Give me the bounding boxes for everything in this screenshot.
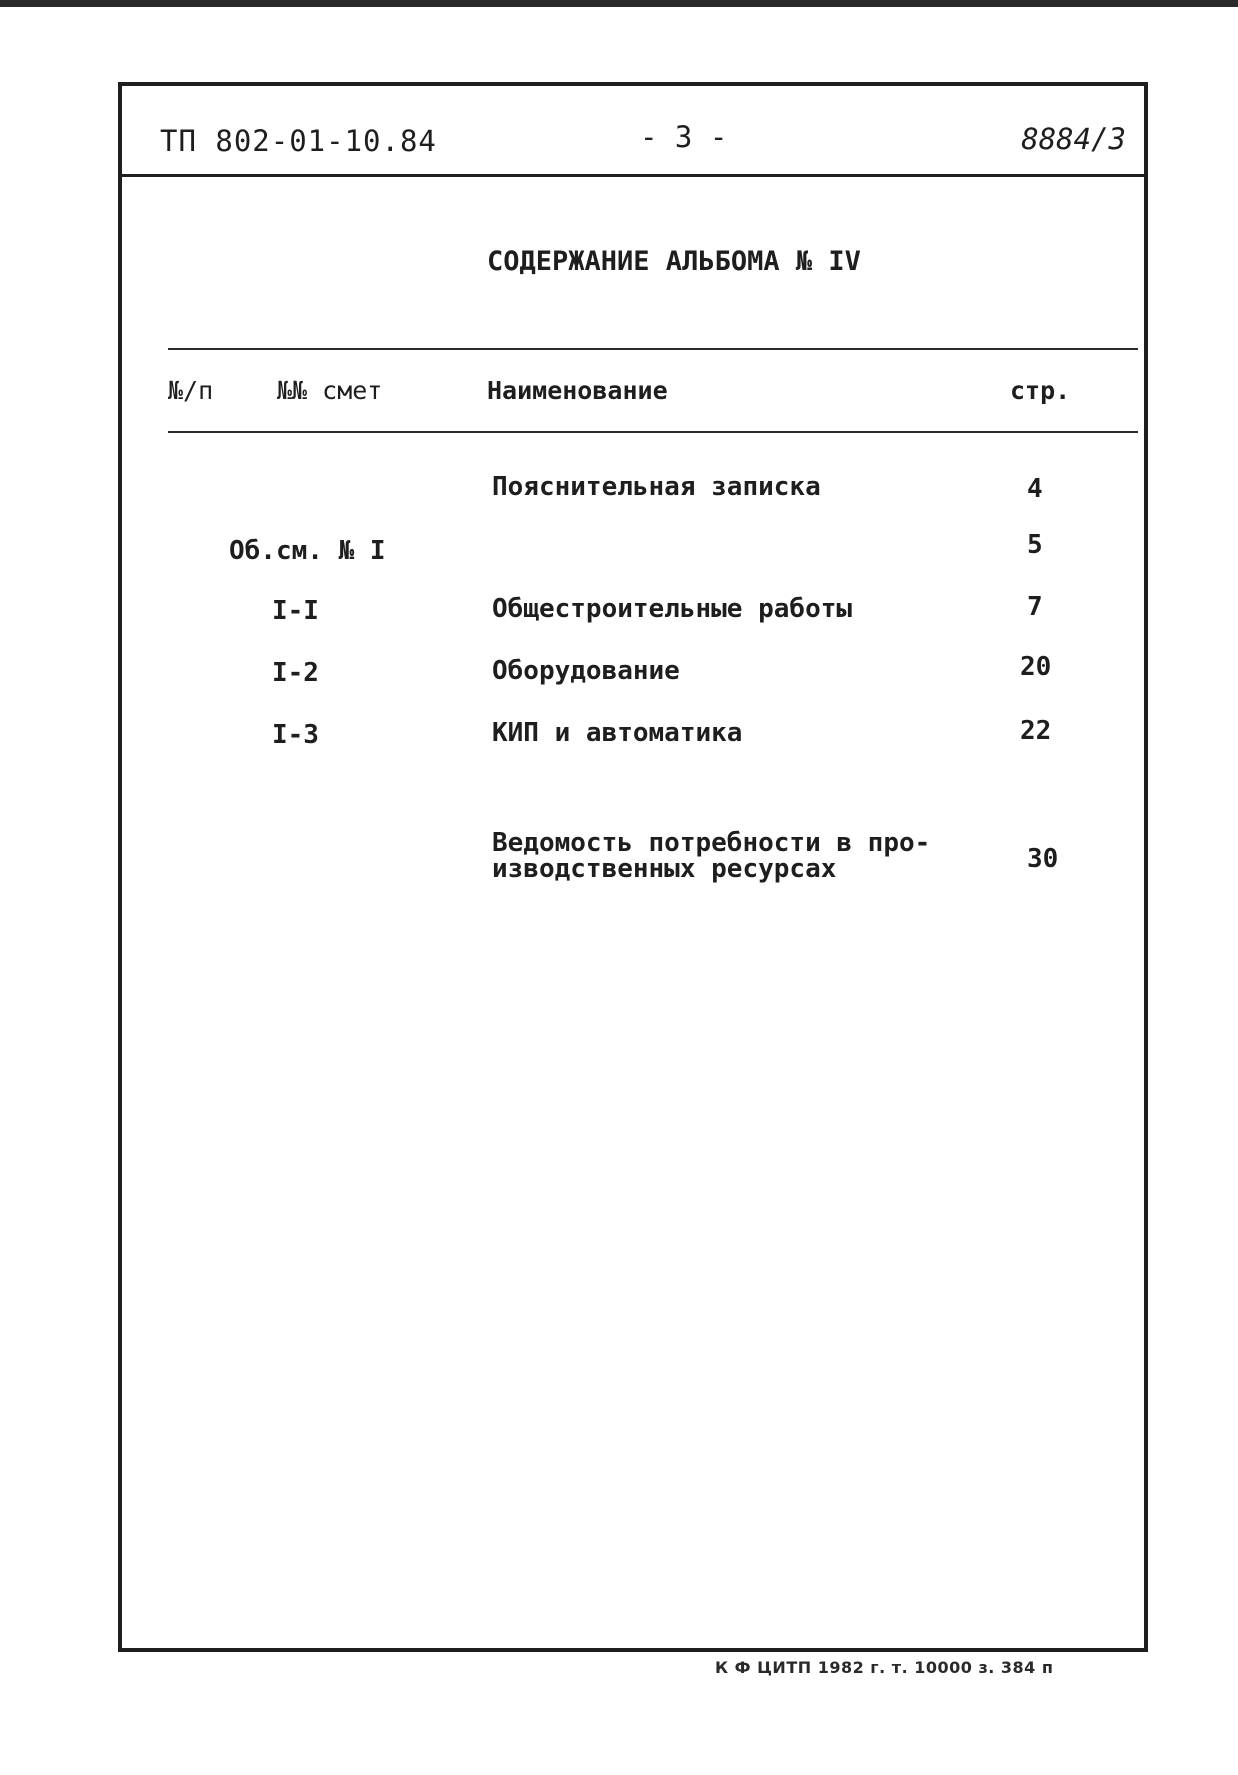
row-page: 20 — [1020, 652, 1052, 682]
row-name: Оборудование — [492, 656, 680, 686]
table-top-rule — [168, 348, 1138, 350]
row-estimate: I-I — [272, 596, 319, 626]
page-title: СОДЕРЖАНИЕ АЛЬБОМА № IV — [487, 246, 861, 277]
table-row — [122, 716, 1144, 760]
table-row — [122, 474, 1144, 514]
table-row — [122, 530, 1144, 576]
row-name: КИП и автоматика — [492, 718, 743, 748]
row-name: Ведомость потребности в про- изводственных ресурсах — [492, 828, 931, 884]
row-page: 4 — [1027, 474, 1043, 504]
inventory-number: 8884/3 — [1021, 122, 1126, 156]
table-row — [122, 830, 1144, 890]
page-number: - 3 - — [640, 120, 728, 154]
document-code: ТП 802-01-10.84 — [160, 124, 437, 158]
printer-stamp: К Ф ЦИТП 1982 г. т. 10000 з. 384 п — [715, 1658, 1054, 1677]
column-header-page: стр. — [1010, 376, 1071, 405]
document-frame — [118, 82, 1148, 1652]
column-header-name: Наименование — [487, 376, 668, 405]
row-estimate: Об.см. № I — [229, 536, 386, 566]
header-divider — [122, 174, 1144, 177]
row-estimate: I-2 — [272, 658, 319, 688]
row-estimate: I-3 — [272, 720, 319, 750]
row-page: 7 — [1027, 592, 1043, 622]
column-header-estimates: №№ смет — [277, 376, 383, 405]
top-edge-line — [0, 0, 1238, 7]
row-page: 22 — [1020, 716, 1052, 746]
row-page: 30 — [1027, 844, 1059, 874]
row-name: Общестроительные работы — [492, 594, 853, 624]
table-row — [122, 652, 1144, 698]
row-name: Пояснительная записка — [492, 472, 821, 502]
table-header-rule — [168, 431, 1138, 433]
column-header-number: №/п — [168, 376, 214, 405]
table-row — [122, 592, 1144, 636]
row-page: 5 — [1027, 530, 1043, 560]
